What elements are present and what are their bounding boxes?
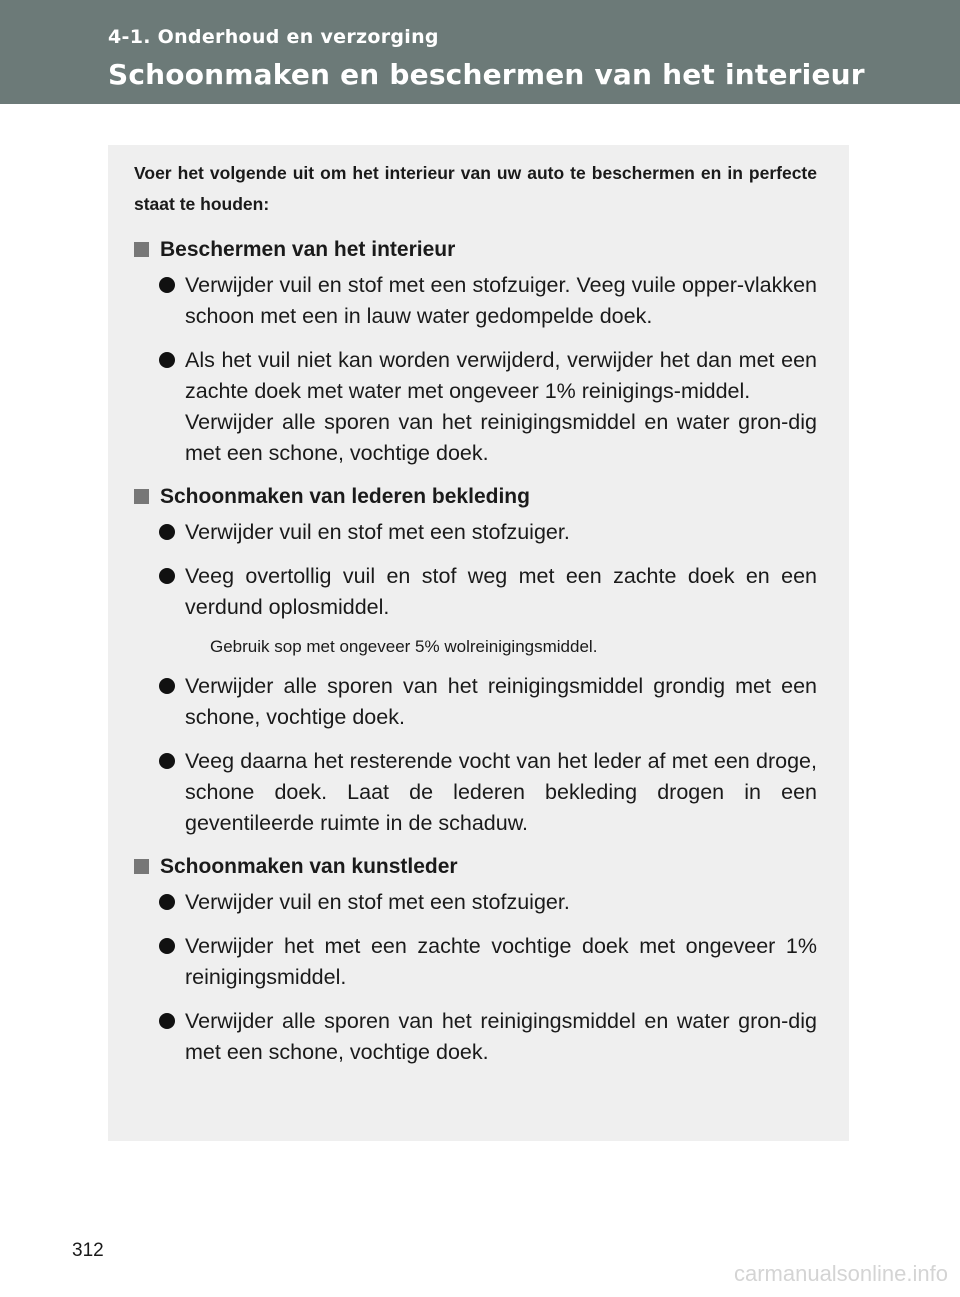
list-item-text: Verwijder vuil en stof met een stofzuiger. <box>185 890 570 914</box>
square-bullet-icon <box>134 242 149 257</box>
list-item <box>134 1006 817 1068</box>
round-bullet-icon <box>159 277 175 293</box>
list-item <box>134 345 817 469</box>
square-bullet-icon <box>134 859 149 874</box>
list-item <box>134 270 817 332</box>
section-label: 4-1. Onderhoud en verzorging <box>108 26 439 48</box>
list-item-text: Verwijder het met een zachte vochtige doek met ongeveer 1% reinigingsmiddel. <box>185 934 817 989</box>
list-item <box>134 746 817 839</box>
list-item-text: Veeg daarna het resterende vocht van het leder af met een droge, schone doek. Laat de lederen bekleding drogen in een geventileerde ruimte in de schaduw. <box>185 749 817 835</box>
square-bullet-icon <box>134 489 149 504</box>
round-bullet-icon <box>159 1013 175 1029</box>
list-item-text: Verwijder alle sporen van het reinigingsmiddel en water gron-dig met een schone, vochtige doek. <box>185 1009 817 1064</box>
section-heading <box>134 482 817 512</box>
list-item-text: Veeg overtollig vuil en stof weg met een zachte doek en een verdund oplosmiddel. <box>185 564 817 619</box>
round-bullet-icon <box>159 894 175 910</box>
note-text: Gebruik sop met ongeveer 5% wolreinigingsmiddel. <box>210 637 598 656</box>
round-bullet-icon <box>159 753 175 769</box>
list-item <box>134 561 817 623</box>
list-item-text: Verwijder vuil en stof met een stofzuiger. Veeg vuile opper-vlakken schoon met een in lauw water gedompelde doek. <box>185 273 817 328</box>
round-bullet-icon <box>159 938 175 954</box>
section-heading-label: Schoonmaken van kunstleder <box>160 855 458 878</box>
page-number: 312 <box>72 1240 104 1261</box>
list-item <box>134 671 817 733</box>
list-item-text: Als het vuil niet kan worden verwijderd, verwijder het dan met een zachte doek met water met ongeveer 1% reinigings-middel. <box>185 348 817 403</box>
section-heading-label: Schoonmaken van lederen bekleding <box>160 485 530 508</box>
round-bullet-icon <box>159 678 175 694</box>
list-item-text: Verwijder alle sporen van het reinigingsmiddel grondig met een schone, vochtige doek. <box>185 674 817 729</box>
round-bullet-icon <box>159 568 175 584</box>
list-item <box>134 517 817 548</box>
content-box <box>108 145 849 1141</box>
list-item <box>134 887 817 918</box>
section-heading <box>134 852 817 882</box>
page-title: Schoonmaken en beschermen van het interieur <box>108 58 865 91</box>
intro-text: Voer het volgende uit om het interieur van uw auto te beschermen en in perfecte staat te houden: <box>134 163 817 214</box>
content-body <box>134 158 817 1068</box>
section-heading-label: Beschermen van het interieur <box>160 238 456 261</box>
section-heading <box>134 235 817 265</box>
list-item-text: Verwijder vuil en stof met een stofzuiger. <box>185 520 570 544</box>
round-bullet-icon <box>159 524 175 540</box>
round-bullet-icon <box>159 352 175 368</box>
list-item <box>134 931 817 993</box>
watermark: carmanualsonline.info <box>733 1261 948 1286</box>
page-header <box>0 0 960 104</box>
list-item-extra: Verwijder alle sporen van het reinigingsmiddel en water gron-dig met een schone, vochtige doek. <box>185 410 817 465</box>
